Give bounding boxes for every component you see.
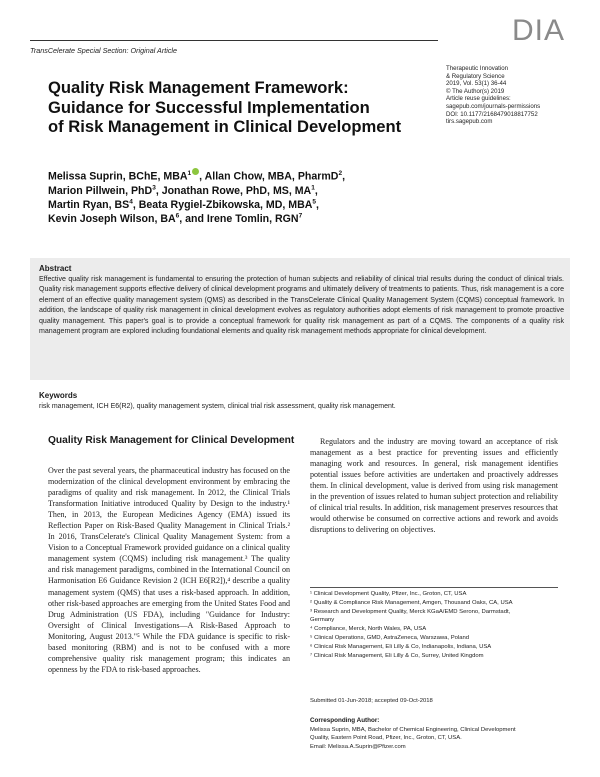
- author-name: Melissa Suprin, BChE, MBA: [48, 170, 188, 183]
- reuse-label: Article reuse guidelines:: [446, 95, 511, 103]
- title-line: of Risk Management in Clinical Development: [48, 117, 402, 136]
- journal-name-line-2: & Regulatory Science: [446, 72, 505, 80]
- author-name: , and Irene Tomlin, RGN: [179, 213, 299, 226]
- affiliation-item: ² Quality & Compliance Risk Management, Amgen, Thousand Oaks, CA, USA: [310, 599, 513, 606]
- abstract-heading: Abstract: [39, 264, 72, 273]
- right-column-body: [310, 436, 558, 535]
- title-line: Guidance for Successful Implementation: [48, 97, 370, 117]
- affiliation-marker: 2: [338, 170, 343, 177]
- affiliation-item: ¹ Clinical Development Quality, Pfizer, Inc., Groton, CT, USA: [310, 591, 467, 597]
- journal-info: [446, 65, 596, 126]
- left-column-body: [48, 465, 290, 675]
- author-list: [48, 168, 448, 226]
- dia-logo: DIA: [512, 14, 566, 47]
- abstract-text: Effective quality risk management is fundamental to ensuring the protection of human subjects and reliability of clinical trial results during the conduct of clinical trials. Quality risk management supports effective delivery of clinical development programs and ultimately delivery of treatments to patients. Thus, risk management is a core element of an effective quality management system (QMS) as described in the TransCelerate Clinical Quality Management System (CQMS) conceptual framework. In addition, the landscape of quality risk management in clinical development evolves as regulatory authorities adopt elements of risk management to promote proactive quality management. This paper's goal is to provide a conceptual framework for quality risk management as part of a CQMS. The components of a quality risk management program are explored including foundational elements and quality risk management methods appropriate for clinical development.: [39, 276, 564, 336]
- journal-site-link[interactable]: tirs.sagepub.com: [446, 118, 493, 126]
- body-paragraph: Regulators and the industry are moving toward an acceptance of risk management as a best practice for preventing issues and efficiently managing work and resources. In general, risk management identifies potential issues before activities are undertaken and proactively addresses them. In clinical development, value is derived from using risk management in the prevention of issues related to human subject protection and reliability of clinical trial results. In addition, risk management preserves resources that would otherwise be consumed on corrective actions and rework and avoids disruptions to delivering on objectives.: [310, 437, 558, 535]
- affiliation-marker: 1: [187, 170, 192, 177]
- corresponding-line: Melissa Suprin, MBA, Bachelor of Chemical Engineering, Clinical Development: [310, 727, 516, 733]
- affiliation-marker: 7: [298, 212, 303, 220]
- body-paragraph: Over the past several years, the pharmaceutical industry has focused on the modernization of the clinical development environment by embracing the paradigms of quality and risk management. In 2012, the Clinical Trials Transformation Initiative introduced Quality by Design to the industry.¹ Then, in 2013, the European Medicines Agency (EMA) issued its Reflection Paper on Risk-Based Quality Management in Clinical Trials.² In 2016, TransCelerate's Clinical Quality Management System: from a Vision to a Conceptual Framework provided guidance on a clinical quality management system (CQMS) including risk management.³ The quality and risk management paradigms, combined in the International Council on Harmonisation E6 Guidance Revision 2 (ICH E6[R2]),⁴ describe a quality management system (QMS) that uses a risk-based approach. In addition, other risk-based approaches are emerging from the United States Food and Drug Administration (US FDA), including "Guidance for Industry: Oversight of Clinical Investigations—A Risk-Based Approach to Monitoring, August 2013."⁵ While the FDA guidance is specific to risk-based monitoring (RBM) and is not to be confused with a more comprehensive quality risk management program; this indicates an openness by the FDA to risk-based approaches.: [48, 466, 290, 674]
- author-name: Kevin Joseph Wilson, BA: [48, 213, 176, 226]
- affiliation-list: [310, 590, 560, 660]
- doi-link[interactable]: DOI: 10.1177/2168479018817752: [446, 110, 538, 118]
- corresponding-author-heading: Corresponding Author:: [310, 717, 380, 724]
- affiliation-item: ⁵ Clinical Operations, GMD, AstraZeneca, Warszawa, Poland: [310, 634, 470, 641]
- author-line: [48, 184, 448, 198]
- section-label: TransCelerate Special Section: Original Article: [30, 46, 178, 55]
- author-separator: ,: [314, 184, 318, 197]
- affiliation-item: ³ Research and Development Quality, Merck KGaA/EMD Serono, Darmstadt,: [310, 608, 511, 615]
- affiliation-item: Germany: [310, 617, 335, 624]
- keywords-heading: Keywords: [39, 391, 78, 400]
- submission-dates: Submitted 01-Jun-2018; accepted 09-Oct-2018: [310, 698, 433, 704]
- author-line: [48, 212, 448, 226]
- author-name: Marion Pillwein, PhD: [48, 184, 153, 197]
- affiliation-marker: 3: [152, 184, 156, 192]
- affiliation-item: ⁷ Clinical Risk Management, Eli Lilly & Co, Surrey, United Kingdom: [310, 652, 484, 659]
- affiliation-marker: 5: [312, 198, 317, 206]
- footnote-rule: [310, 587, 558, 588]
- author-line: [48, 198, 448, 212]
- affiliation-item: ⁴ Compliance, Merck, North Wales, PA, USA: [310, 626, 427, 633]
- title-line: Quality Risk Management Framework:: [48, 78, 349, 97]
- author-separator: ,: [316, 198, 319, 211]
- author-name: Martin Ryan, BS: [48, 198, 130, 211]
- author-name: , Jonathan Rowe, PhD, MS, MA: [155, 184, 312, 197]
- author-separator: ,: [342, 170, 346, 183]
- header-rule: [30, 40, 438, 41]
- article-title: [48, 78, 438, 137]
- keywords-text: risk management, ICH E6(R2), quality management system, clinical trial risk assessment, quality risk management.: [39, 403, 396, 410]
- journal-volume: 2019, Vol. 53(1) 36-44: [446, 80, 507, 88]
- section-heading: Quality Risk Management for Clinical Development: [48, 435, 295, 446]
- affiliation-item: ⁶ Clinical Risk Management, Eli Lilly & Co, Indianapolis, Indiana, USA: [310, 643, 492, 650]
- author-line: [48, 168, 448, 184]
- permissions-link[interactable]: sagepub.com/journals-permissions: [446, 102, 541, 110]
- affiliation-marker: 1: [311, 184, 315, 192]
- affiliation-marker: 6: [175, 212, 180, 220]
- author-name: , Allan Chow, MBA, PharmD: [199, 170, 339, 183]
- affiliation-marker: 4: [129, 198, 133, 206]
- journal-name-line-1: Therapeutic Innovation: [446, 65, 508, 72]
- corresponding-line: Quality, Eastern Point Road, Pfizer, Inc., Groton, CT, USA.: [310, 735, 462, 742]
- corresponding-email[interactable]: Email: Melissa.A.Suprin@Pfizer.com: [310, 743, 406, 750]
- author-name: , Beata Rygiel-Zbikowska, MD, MBA: [132, 198, 313, 211]
- corresponding-author-details: [310, 726, 560, 751]
- journal-copyright: © The Author(s) 2019: [446, 87, 505, 95]
